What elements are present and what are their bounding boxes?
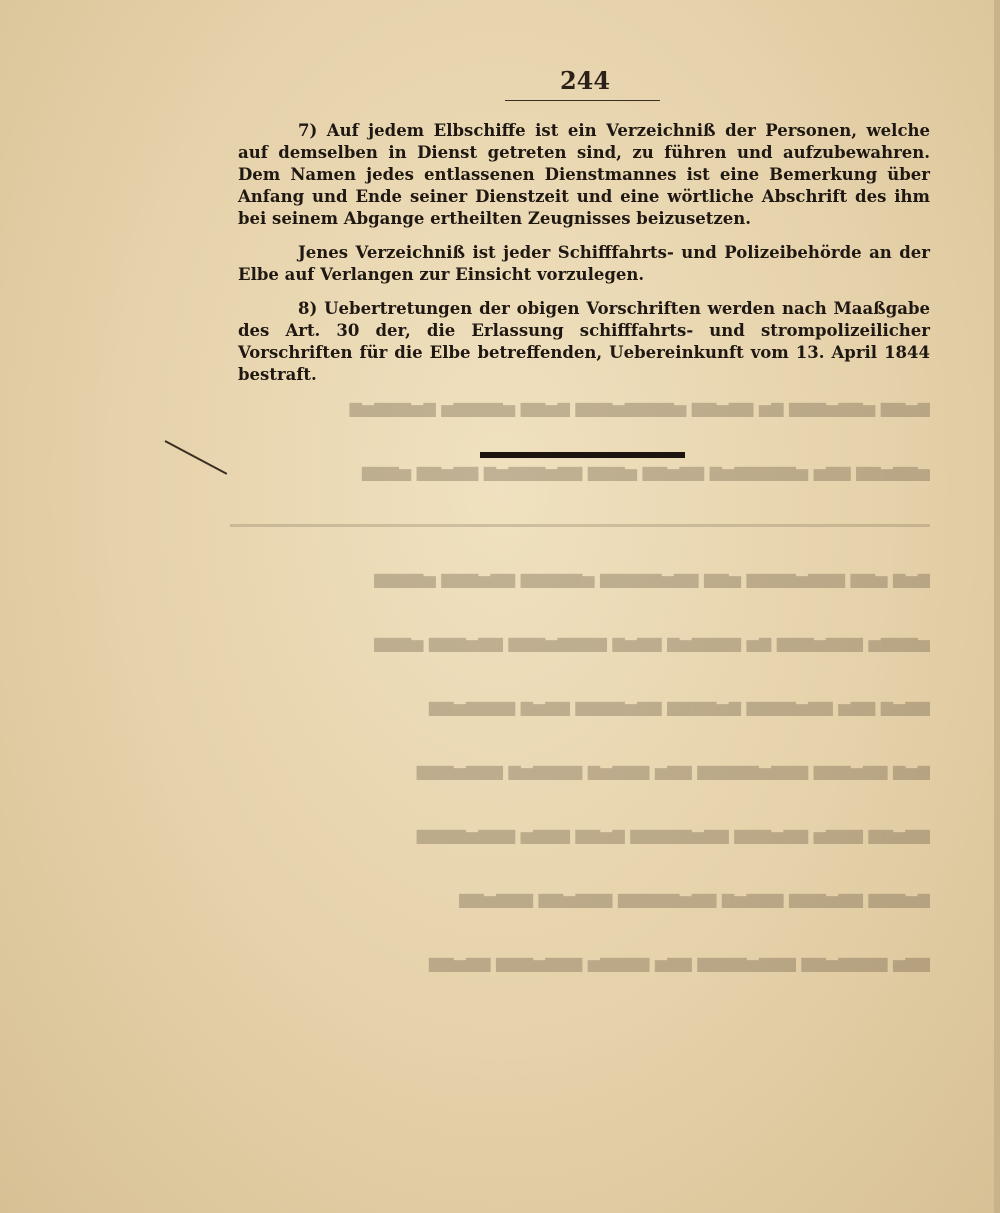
bleed-rule — [230, 524, 930, 527]
paragraph-8: 8) Uebertretungen der obigen Vorschriften werden nach Maaßgabe des Art. 30 der, die Erlassung schifffahrts- und strompolizeilicher Vorschriften für die Elbe betreffenden, Uebereinkunft vom 13. April 1844 bestraft. — [238, 299, 930, 384]
page-number-rule — [505, 100, 660, 101]
page-number: 244 — [559, 66, 611, 95]
bleed-line: ▆▆▅ ▆▆▆▆▅▆▆ ▆▆▆▅▆▆▆▆ ▆▆▅ ▆▆▆▆▅ ▆▆▆▅▆▆▆ ▆▆▅▆▆ — [429, 953, 930, 972]
bleed-line: ▅▆▆▅▆▆ ▆▆▅ ▅▆▆▆▆▆▅▆ ▆▆▅▆▆ ▅▆▆▆ ▆▆▅▆▆▆▅▆ ▆▆▅▆▆ ▅▆▆▆ — [361, 462, 930, 481]
bleed-line: ▆▆▅▆▆ ▆▆▆▅ ▆▆▅▆▆▆ ▆▆▅▆▆▆▆▆ ▆▅▆▆ ▆▆▆▅ ▆▆▆▅▆▆▆▆ — [416, 825, 930, 844]
paragraph-7: 7) Auf jedem Elbschiffe ist ein Verzeichniß der Personen, welche auf demselben in Dienst getreten sind, zu führen und aufzubewahren. Dem Namen jedes entlassenen Dienstmannes ist eine Bemerkung über Anfang und Ende seiner Dienstzeit und eine wörtliche Abschrift des ihm bei seinem Abgange ertheilten Zeugnisses beizusetzen. — [238, 121, 930, 228]
bleed-line: ▆▅▆▆ ▅▆▆▅▆▆▆ ▆▅ ▆▆▅▆▆ ▅▆▆▆▆▅▆▆▆ ▆▅▆▆ ▅▆▆▆▆▅ ▆▅▆▆▆▅▆ — [349, 398, 930, 417]
bleed-line: ▆▆▅▆ ▆▆▅ ▆▆▅▆▆▆▆ ▆▅▆▆▆▆ ▆▆▅▆▆▆▆ ▆▆▅▆ ▆▆▆▆▅▆▆ — [429, 697, 930, 716]
bleed-line: ▅▆▆▆▅ ▆▆▆▅▆▆▆ ▆▅ ▆▆▆▆▅▆ ▆▆▅▆ ▆▆▆▆▅▆▆▆ ▆▆▅▆▆▆ ▅▆▆▆ — [374, 633, 930, 652]
paragraph-verzeichniss: Jenes Verzeichniß ist jeder Schifffahrts- und Polizeibehörde an der Elbe auf Verlangen zur Einsicht vorzulegen. — [238, 243, 930, 284]
page-edge-shadow — [994, 0, 1000, 1213]
bleed-line: ▆▅▆▆▆ ▆▆▅▆▆▆ ▆▆▆▅▆ ▆▆▅▆▆▆▆▆ ▆▆▆▅▆▆ ▆▆▆▅▆▆ — [459, 889, 930, 908]
bleed-line: ▆▅▆ ▆▆▅▆▆▆ ▆▆▆▅▆▆▆▆▆ ▆▆▅ ▆▆▆▅▆ ▆▆▆▆▅▆ ▆▆▆▅▆▆▆ — [416, 761, 930, 780]
bleed-through-text — [230, 396, 930, 1015]
ink-bar — [480, 452, 685, 458]
pencil-mark — [165, 440, 228, 475]
bleed-line: ▆▅▆ ▅▆▆ ▆▆▆▅▆▆▆▆ ▅▆▆ ▆▆▅▆▆▆▆▆ ▅▆▆▆▆▆ ▆▆▅▆▆▆ ▅▆▆▆▆ — [374, 569, 930, 588]
body-text — [238, 120, 930, 386]
